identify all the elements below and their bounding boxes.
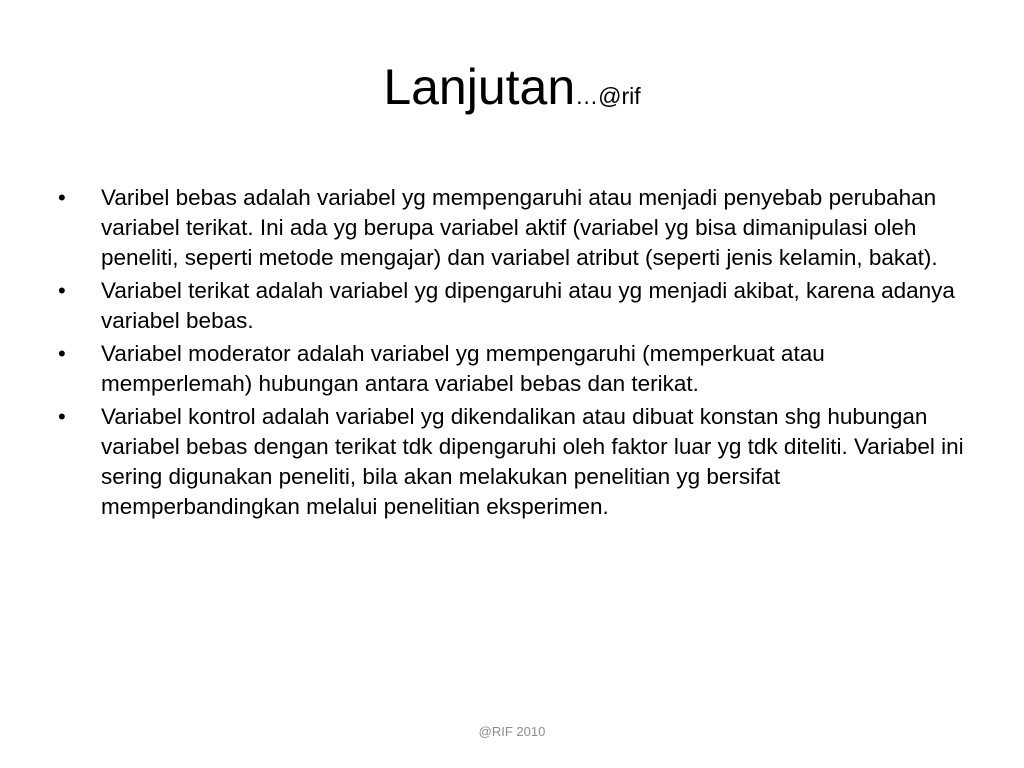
title-suffix-text: …@rif	[575, 83, 641, 109]
bullet-icon: •	[58, 341, 66, 366]
bullet-text: Variabel kontrol adalah variabel yg dikendalikan atau dibuat konstan shg hubungan variabel bebas dengan terikat tdk dipengaruhi oleh faktor luar yg tdk diteliti. Variabel ini sering digunakan peneliti, bila akan melakukan penelitian yg bersifat memperbandingkan melalui penelitian eksperimen.	[101, 404, 964, 519]
bullet-item	[58, 183, 978, 273]
slide-footer: @RIF 2010	[478, 724, 546, 739]
bullet-text: Variabel moderator adalah variabel yg mempengaruhi (memperkuat atau memperlemah) hubungan antara variabel bebas dan terikat.	[101, 341, 825, 396]
bullet-text: Varibel bebas adalah variabel yg mempengaruhi atau menjadi penyebab perubahan variabel terikat. Ini ada yg berupa variabel aktif (variabel yg bisa dimanipulasi oleh peneliti, seperti metode mengajar) dan variabel atribut (seperti jenis kelamin, bakat).	[101, 185, 938, 270]
bullet-item	[58, 276, 978, 336]
bullet-text: Variabel terikat adalah variabel yg dipengaruhi atau yg menjadi akibat, karena adanya variabel bebas.	[101, 278, 955, 333]
bullet-icon: •	[58, 185, 66, 210]
bullet-item	[58, 402, 978, 522]
bullet-list	[58, 183, 978, 525]
slide-title	[0, 59, 1024, 115]
bullet-icon: •	[58, 404, 66, 429]
bullet-item	[58, 339, 978, 399]
bullet-icon: •	[58, 278, 66, 303]
title-main-text: Lanjutan	[383, 59, 576, 115]
